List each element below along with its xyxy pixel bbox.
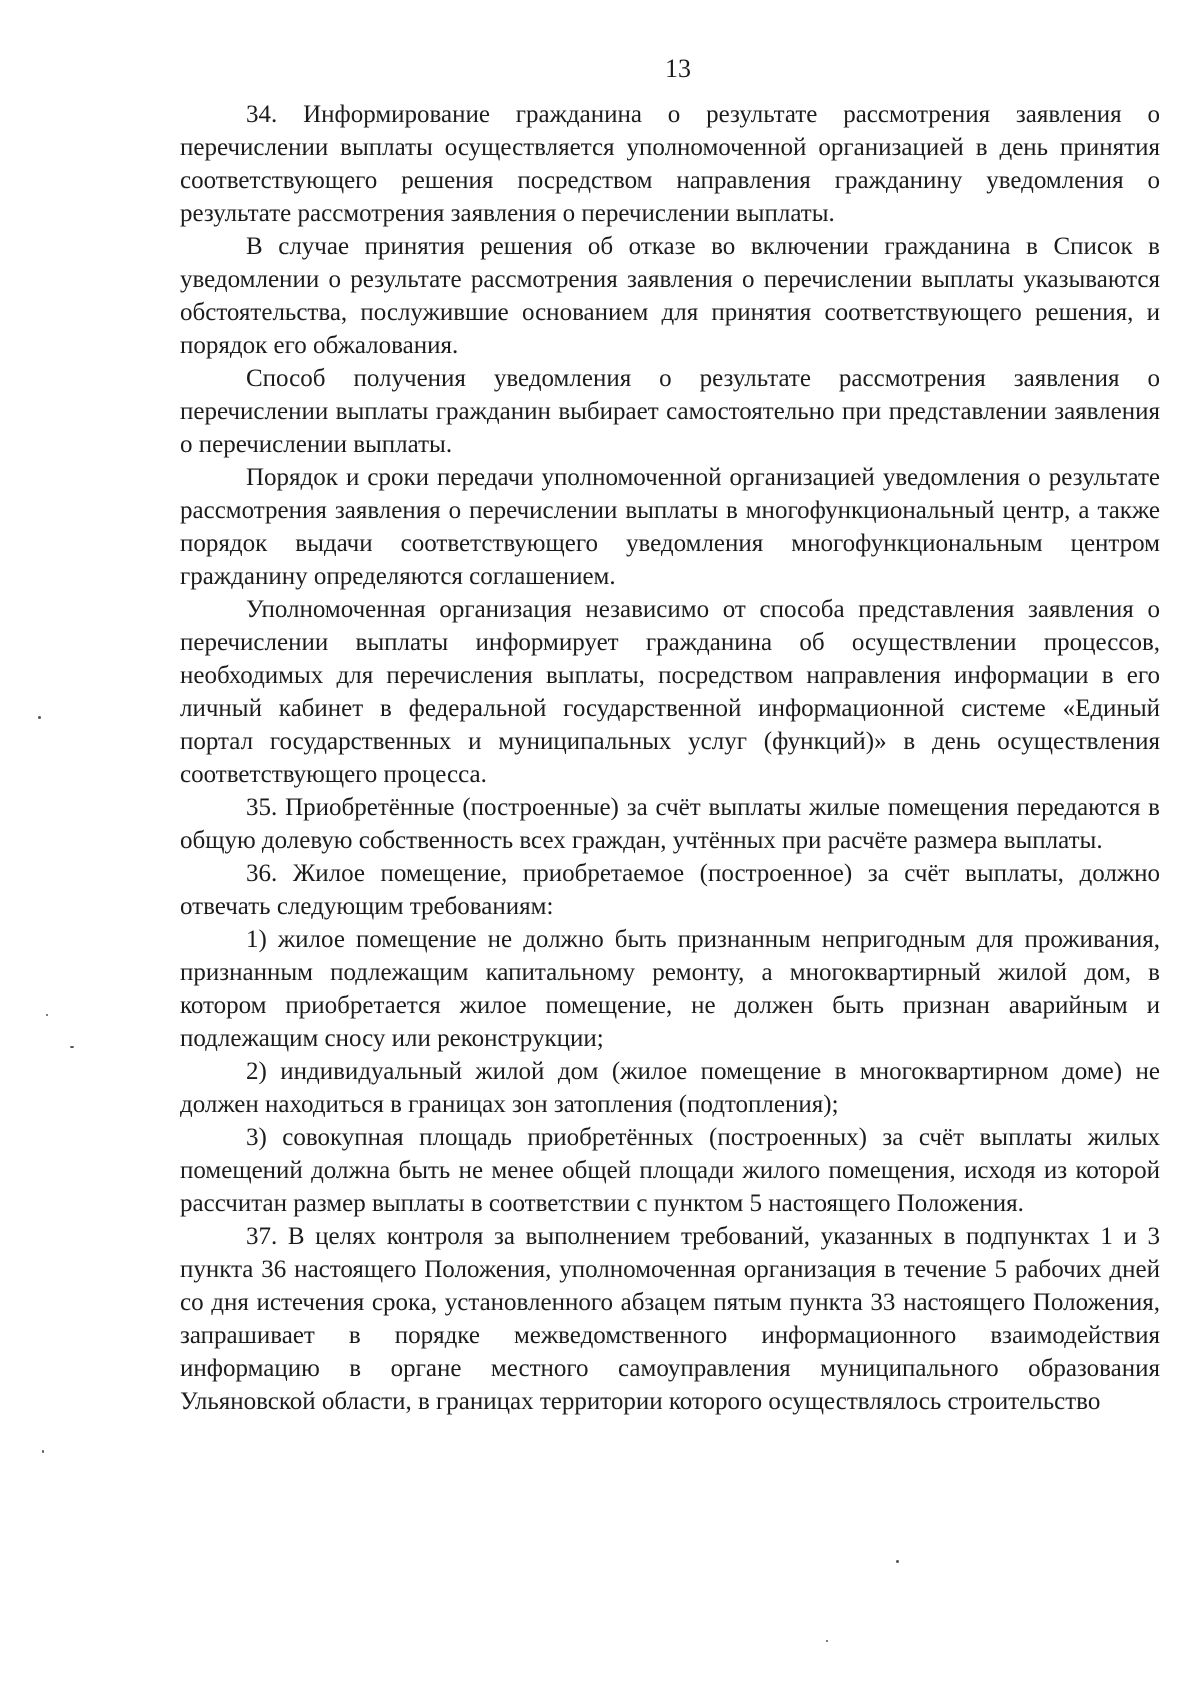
scan-speck: [38, 716, 41, 719]
paragraph-informing: Уполномоченная организация независимо от способа представления заявления о перечислении выплаты информирует гражданина об осуществлении процессов, необходимых для перечисления выплаты, посредством направления информации в его личный кабинет в федеральной государственной информационной системе «Единый портал государственных и муниципальных услуг (функций)» в день осуществления соответствующего процесса.: [180, 596, 1160, 788]
paragraph-36-item-2: 2) индивидуальный жилой дом (жилое помещение в многоквартирном доме) не должен находиться в границах зон затопления (подтопления);: [180, 1058, 1160, 1118]
scan-speck: [826, 1640, 828, 1642]
paragraph-34: 34. Информирование гражданина о результате рассмотрения заявления о перечислении выплаты осуществляется уполномоченной организацией в день принятия соответствующего решения посредством направления гражданину уведомления о результате рассмотрения заявления о перечислении выплаты.: [180, 101, 1160, 227]
paragraph-36: 36. Жилое помещение, приобретаемое (построенное) за счёт выплаты, должно отвечать следующим требованиям:: [180, 860, 1160, 920]
paragraph-37: 37. В целях контроля за выполнением требований, указанных в подпунктах 1 и 3 пункта 36 настоящего Положения, уполномоченная организация в течение 5 рабочих дней со дня истечения срока, установленного абзацем пятым пункта 33 настоящего Положения, запрашивает в порядке межведомственного информационного взаимодействия информацию в органе местного самоуправления муниципального образования Ульяновской области, в границах территории которого осуществлялось строительство: [180, 1223, 1160, 1415]
scan-speck: [42, 1450, 44, 1453]
document-body: [180, 98, 1160, 1418]
paragraph-refusal-notice: В случае принятия решения об отказе во включении гражданина в Список в уведомлении о результате рассмотрения заявления о перечислении выплаты указываются обстоятельства, послужившие основанием для принятия соответствующего решения, и порядок его обжалования.: [180, 233, 1160, 359]
paragraph-35: 35. Приобретённые (построенные) за счёт выплаты жилые помещения передаются в общую долевую собственность всех граждан, учтённых при расчёте размера выплаты.: [180, 794, 1160, 854]
paragraph-notice-method: Способ получения уведомления о результате рассмотрения заявления о перечислении выплаты гражданин выбирает самостоятельно при представлении заявления о перечислении выплаты.: [180, 365, 1160, 458]
paragraph-36-item-1: 1) жилое помещение не должно быть признанным непригодным для проживания, признанным подлежащим капитальному ремонту, а многоквартирный жилой дом, в котором приобретается жилое помещение, не должен быть признан аварийным и подлежащим сносу или реконструкции;: [180, 926, 1160, 1052]
scan-speck: [70, 1046, 74, 1048]
page-number: 13: [665, 54, 691, 83]
scan-speck: [46, 1014, 48, 1016]
scan-speck: [896, 1560, 899, 1563]
paragraph-36-item-3: 3) совокупная площадь приобретённых (построенных) за счёт выплаты жилых помещений должна быть не менее общей площади жилого помещения, исходя из которой рассчитан размер выплаты в соответствии с пунктом 5 настоящего Положения.: [180, 1124, 1160, 1217]
paragraph-transfer-procedure: Порядок и сроки передачи уполномоченной организацией уведомления о результате рассмотрения заявления о перечислении выплаты в многофункциональный центр, а также порядок выдачи соответствующего уведомления многофункциональным центром гражданину определяются соглашением.: [180, 464, 1160, 590]
